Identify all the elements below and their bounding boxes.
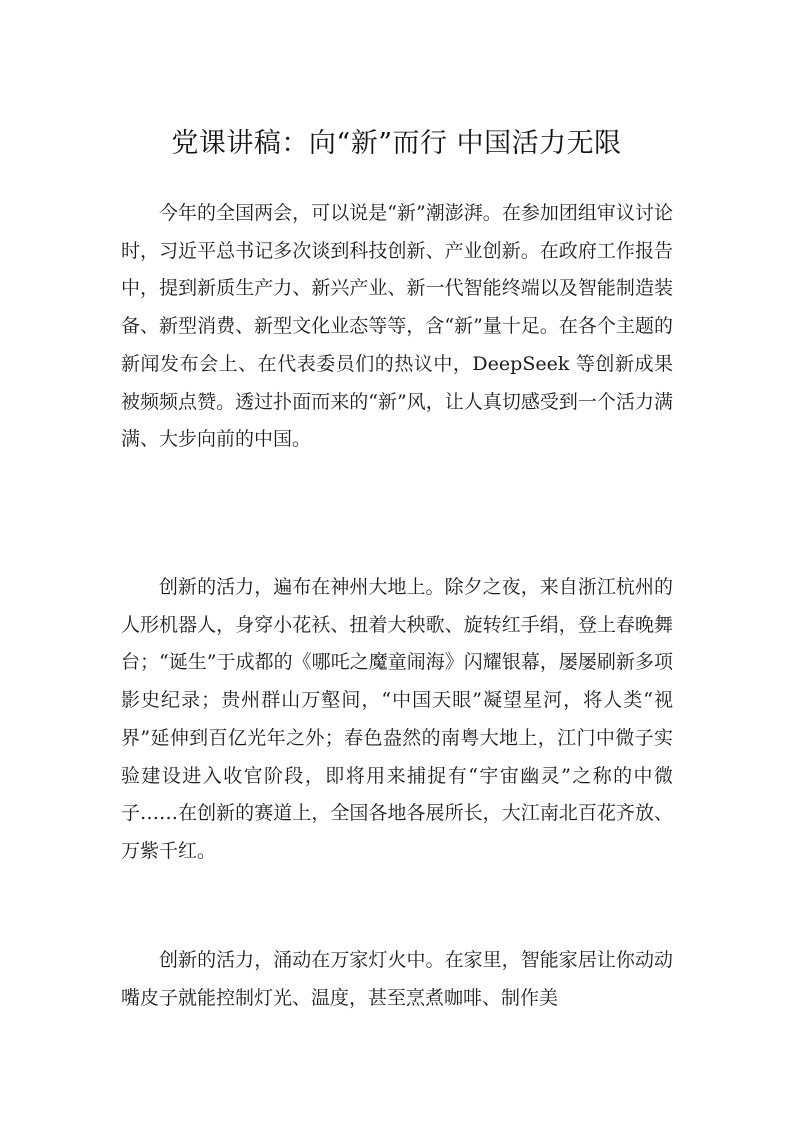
- document-title: 党课讲稿：向“新”而行 中国活力无限: [171, 128, 622, 159]
- paragraph-1: 今年的全国两会，可以说是“新”潮澎湃。在参加团组审议讨论时，习近平总书记多次谈到科技创新、产业创新。在政府工作报告中，提到新质生产力、新兴产业、新一代智能终端以及智能制造装备、新型消费、新型文化业态等等，含“新”量十足。在各个主题的新闻发布会上、在代表委员们的热议中，DeepSeek 等创新成果被频频点赞。透过扑面而来的“新”风，让人真切感受到一个活力满满、大步向前的中国。: [121, 202, 673, 451]
- paragraph-2: 创新的活力，遍布在神州大地上。除夕之夜，来自浙江杭州的人形机器人，身穿小花袄、扭着大秧歌、旋转红手绢，登上春晚舞台；“诞生”于成都的《哪吒之魔童闹海》闪耀银幕，屡屡刷新多项影史纪录；贵州群山万壑间，“中国天眼”凝望星河，将人类“视界”延伸到百亿光年之外；春色盎然的南粤大地上，江门中微子实验建设进入收官阶段，即将用来捕捉有“宇宙幽灵”之称的中微子……在创新的赛道上，全国各地各展所长，大江南北百花齐放、万紫千红。: [121, 576, 673, 862]
- paragraph-3: 创新的活力，涌动在万家灯火中。在家里，智能家居让你动动嘴皮子就能控制灯光、温度，甚至烹煮咖啡、制作美: [121, 949, 673, 1009]
